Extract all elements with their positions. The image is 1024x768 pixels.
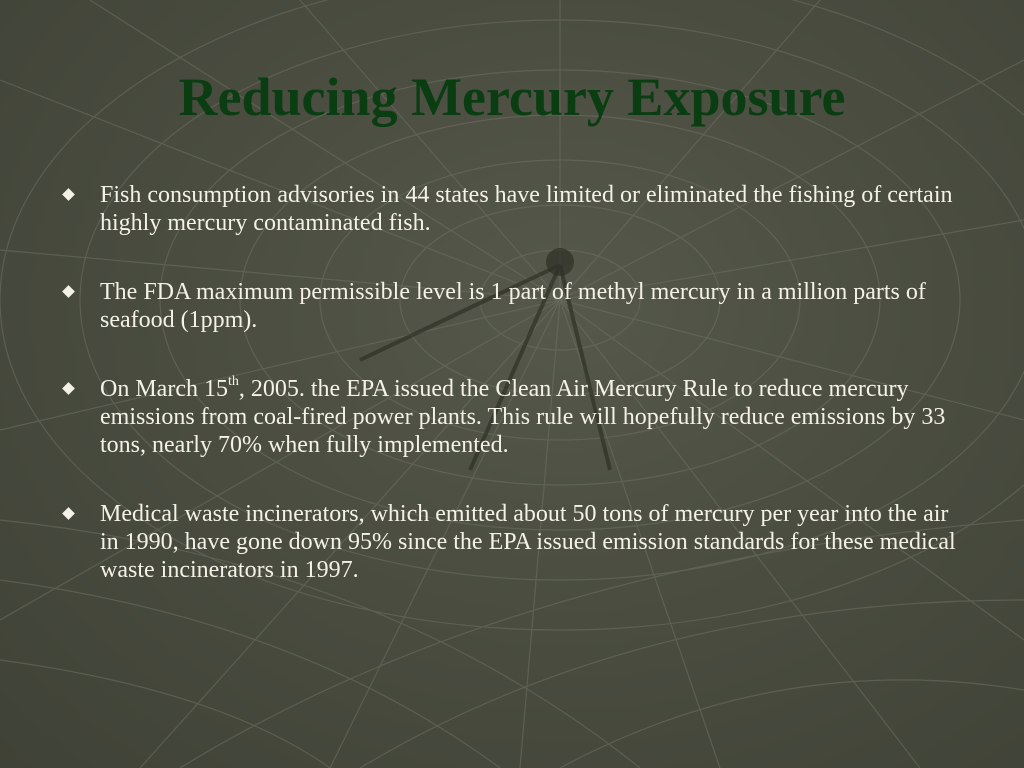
bullet-text: Medical waste incinerators, which emitted about 50 tons of mercury per year into the air in 1990, have gone down 95% since the EPA issued emission standards for these medical waste incinerators in 1997. (100, 501, 956, 583)
ordinal-suffix: th (227, 374, 239, 389)
bullet-text: The FDA maximum permissible level is 1 part of methyl mercury in a million parts of seafood (1ppm). (100, 279, 926, 333)
slide-title: Reducing Mercury Exposure (178, 67, 846, 127)
bullet-text-start: On March 15 (100, 376, 228, 402)
bullet-text-end: , 2005. the EPA issued the Clean Air Mercury Rule to reduce mercury emissions from coal-fired power plants. This rule will hopefully reduce emissions by 33 tons, nearly 70% when fully implemented. (100, 376, 946, 458)
diamond-bullet-icon (62, 285, 75, 298)
bullet-item (64, 500, 964, 584)
bullet-item (64, 181, 964, 237)
diamond-bullet-icon (62, 382, 75, 395)
bullet-item (64, 278, 964, 334)
bullet-text: Fish consumption advisories in 44 states have limited or eliminated the fishing of certain highly mercury contaminated fish. (100, 182, 953, 236)
diamond-bullet-icon (62, 188, 75, 201)
bullet-list (64, 181, 964, 625)
diamond-bullet-icon (62, 507, 75, 520)
bullet-item (64, 375, 964, 459)
